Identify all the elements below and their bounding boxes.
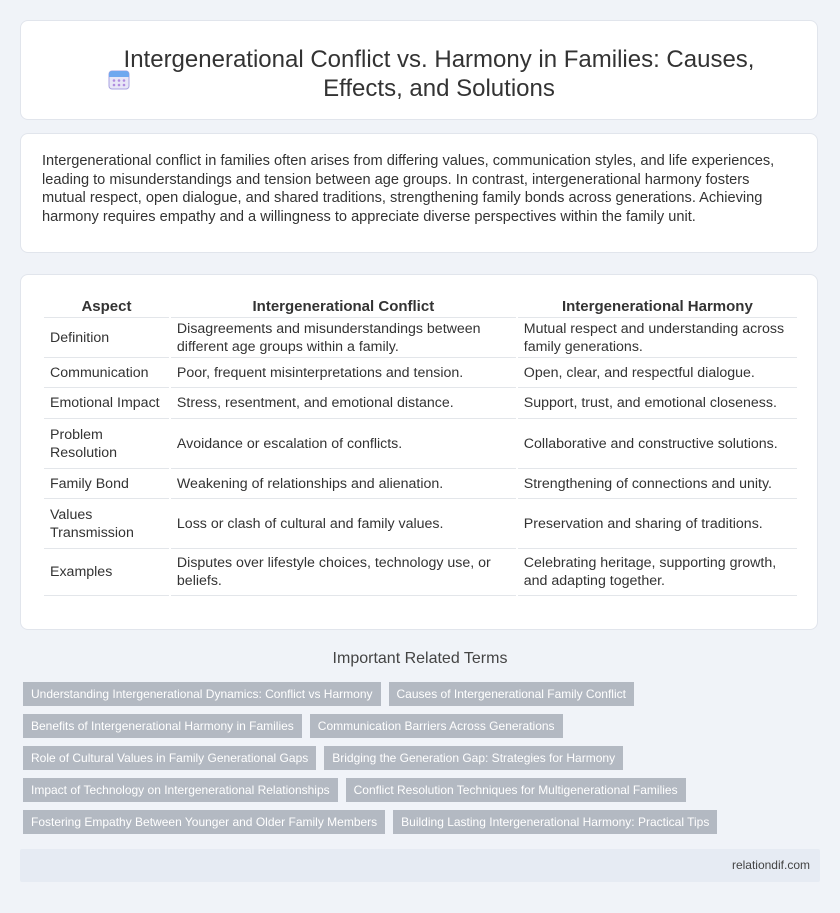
related-term-tag[interactable]: Building Lasting Intergenerational Harmony: Practical Tips xyxy=(393,810,717,834)
comparison-table-card xyxy=(20,274,818,630)
table-cell: Communication xyxy=(44,357,169,387)
related-term-tag[interactable]: Understanding Intergenerational Dynamics: Conflict vs Harmony xyxy=(23,682,381,706)
page-title: Intergenerational Conflict vs. Harmony in Families: Causes, Effects, and Solutions xyxy=(123,46,755,102)
comparison-table xyxy=(42,295,799,596)
related-terms-list xyxy=(23,682,823,842)
table-cell: Definition xyxy=(44,317,169,357)
column-header: Intergenerational Harmony xyxy=(561,298,753,315)
table-row xyxy=(44,317,797,357)
table-row xyxy=(44,548,797,596)
related-terms-heading: Important Related Terms xyxy=(332,650,508,667)
table-row xyxy=(44,498,797,548)
table-cell: Open, clear, and respectful dialogue. xyxy=(518,357,797,387)
table-row xyxy=(44,387,797,418)
related-term-tag[interactable]: Impact of Technology on Intergenerational Relationships xyxy=(23,778,338,802)
table-cell: Mutual respect and understanding across family generations. xyxy=(518,317,797,357)
column-header: Intergenerational Conflict xyxy=(252,298,435,315)
table-cell: Loss or clash of cultural and family values. xyxy=(171,498,516,548)
related-term-tag[interactable]: Causes of Intergenerational Family Conflict xyxy=(389,682,634,706)
related-term-tag[interactable]: Fostering Empathy Between Younger and Older Family Members xyxy=(23,810,385,834)
table-cell: Problem Resolution xyxy=(44,418,169,468)
table-cell: Stress, resentment, and emotional distance. xyxy=(171,387,516,418)
related-term-tag[interactable]: Communication Barriers Across Generations xyxy=(310,714,563,738)
table-row xyxy=(44,418,797,468)
table-cell: Celebrating heritage, supporting growth, and adapting together. xyxy=(518,548,797,596)
table-cell: Preservation and sharing of traditions. xyxy=(518,498,797,548)
related-term-tag[interactable]: Conflict Resolution Techniques for Multigenerational Families xyxy=(346,778,686,802)
table-row xyxy=(44,357,797,387)
intro-paragraph: Intergenerational conflict in families often arises from differing values, communication styles, and life experiences, leading to misunderstandings and tension between age groups. In contrast, intergenerational harmony fosters mutual respect, open dialogue, and shared traditions, strengthening family bonds across generations. Achieving harmony requires empathy and a willingness to appreciate diverse perspectives within the family unit. xyxy=(42,153,775,225)
table-cell: Examples xyxy=(44,548,169,596)
table-cell: Weakening of relationships and alienation. xyxy=(171,468,516,498)
table-cell: Values Transmission xyxy=(44,498,169,548)
column-header: Aspect xyxy=(81,298,132,315)
site-name[interactable]: relationdif.com xyxy=(731,858,810,872)
table-row xyxy=(44,468,797,498)
table-cell: Family Bond xyxy=(44,468,169,498)
intro-card xyxy=(20,133,818,253)
footer xyxy=(20,849,820,882)
table-cell: Strengthening of connections and unity. xyxy=(518,468,797,498)
related-term-tag[interactable]: Bridging the Generation Gap: Strategies for Harmony xyxy=(324,746,623,770)
title-card xyxy=(20,20,818,120)
table-cell: Emotional Impact xyxy=(44,387,169,418)
table-header-row xyxy=(44,295,797,317)
related-term-tag[interactable]: Role of Cultural Values in Family Generational Gaps xyxy=(23,746,316,770)
table-cell: Avoidance or escalation of conflicts. xyxy=(171,418,516,468)
table-cell: Collaborative and constructive solutions. xyxy=(518,418,797,468)
related-term-tag[interactable]: Benefits of Intergenerational Harmony in Families xyxy=(23,714,302,738)
table-cell: Poor, frequent misinterpretations and tension. xyxy=(171,357,516,387)
table-cell: Support, trust, and emotional closeness. xyxy=(518,387,797,418)
table-cell: Disputes over lifestyle choices, technology use, or beliefs. xyxy=(171,548,516,596)
table-cell: Disagreements and misunderstandings between different age groups within a family. xyxy=(171,317,516,357)
